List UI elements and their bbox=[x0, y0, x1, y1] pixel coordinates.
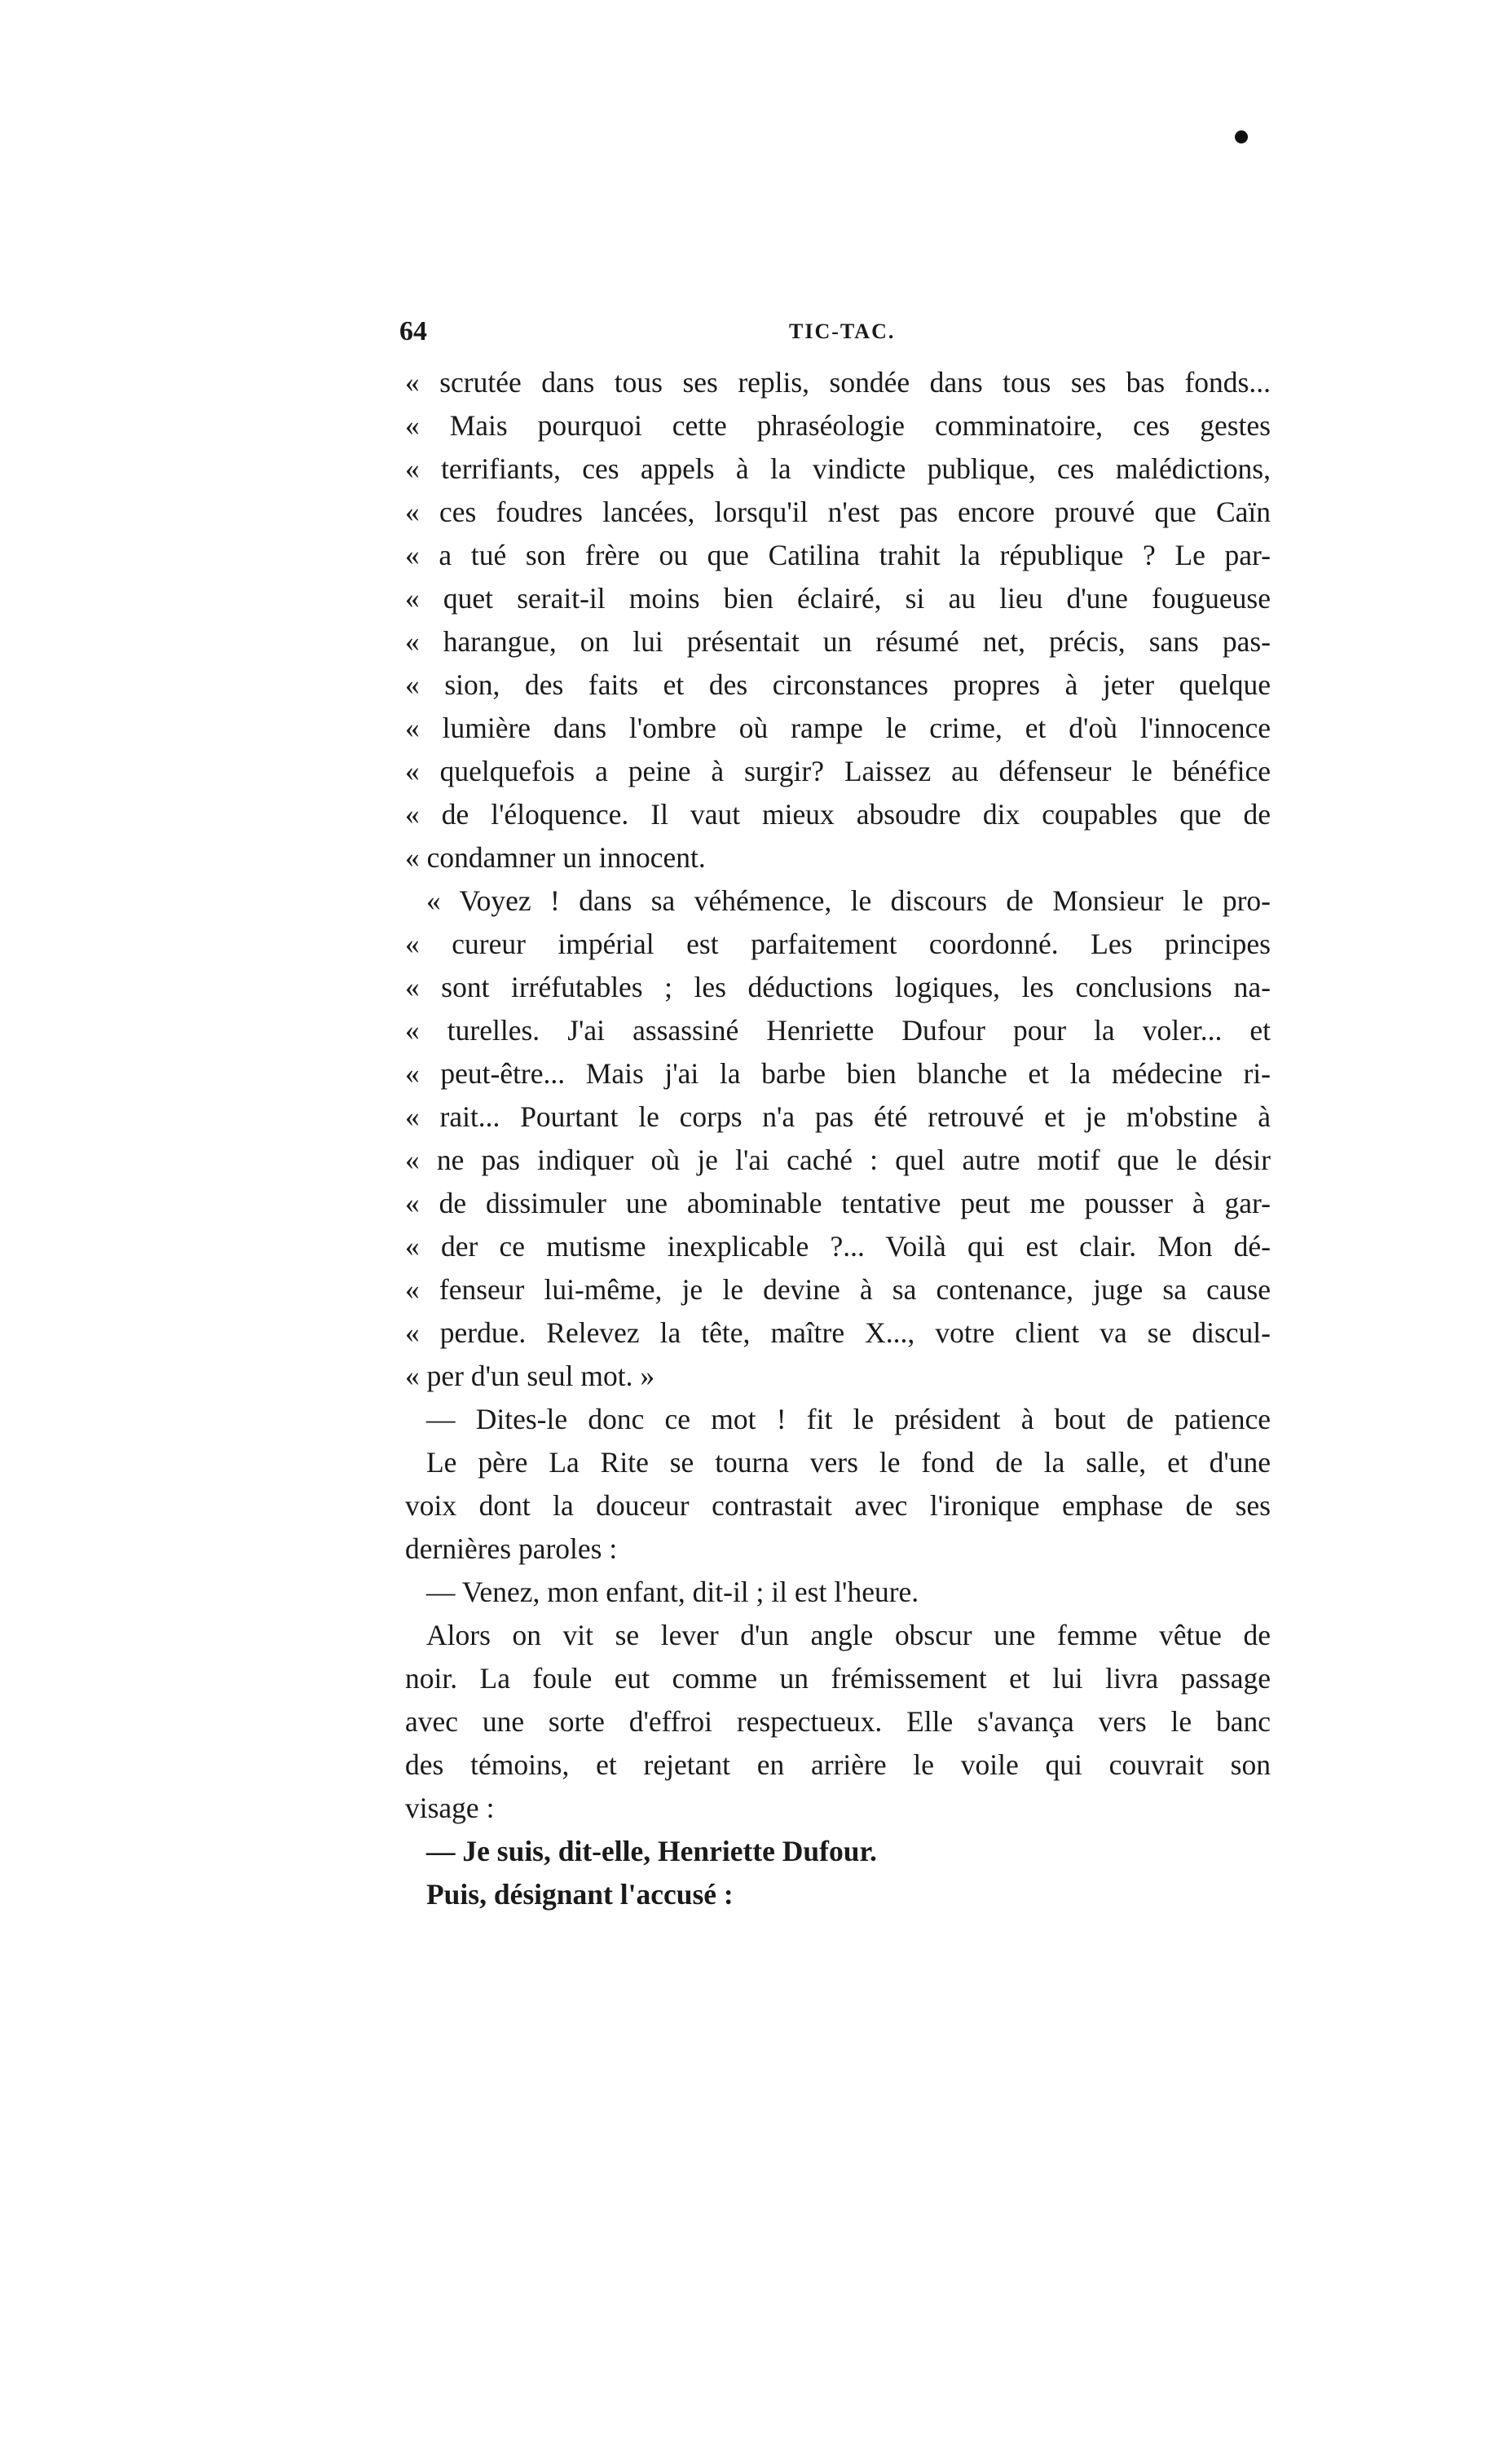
ink-dot bbox=[1235, 130, 1248, 143]
text-line: « a tué son frère ou que Catilina trahit la république ? Le par- bbox=[405, 539, 1271, 571]
text-line: noir. La foule eut comme un frémissement et lui livra passage bbox=[405, 1662, 1271, 1695]
text-line: « sont irréfutables ; les déductions logiques, les conclusions na- bbox=[405, 971, 1271, 1003]
text-line: — Dites-le donc ce mot ! fit le président à bout de patience bbox=[426, 1403, 1271, 1435]
text-line: « ces foudres lancées, lorsqu'il n'est pas encore prouvé que Caïn bbox=[405, 496, 1271, 528]
text-line: — Je suis, dit-elle, Henriette Dufour. bbox=[426, 1835, 877, 1867]
body-text bbox=[405, 361, 1271, 1916]
text-line: des témoins, et rejetant en arrière le voile qui couvrait son bbox=[405, 1748, 1271, 1781]
text-line: « peut-être... Mais j'ai la barbe bien blanche et la médecine ri- bbox=[405, 1057, 1271, 1090]
text-line: Le père La Rite se tourna vers le fond de la salle, et d'une bbox=[426, 1446, 1271, 1479]
text-line: « quet serait-il moins bien éclairé, si au lieu d'une fougueuse bbox=[405, 582, 1271, 615]
text-line: « de l'éloquence. Il vaut mieux absoudre dix coupables que de bbox=[405, 798, 1271, 831]
text-line: « sion, des faits et des circonstances propres à jeter quelque bbox=[405, 668, 1271, 701]
text-line: avec une sorte d'effroi respectueux. Elle s'avança vers le banc bbox=[405, 1705, 1271, 1738]
text-line: « rait... Pourtant le corps n'a pas été retrouvé et je m'obstine à bbox=[405, 1100, 1271, 1133]
text-line: « lumière dans l'ombre où rampe le crime, et d'où l'innocence bbox=[405, 712, 1271, 744]
text-line: « cureur impérial est parfaitement coordonné. Les principes bbox=[405, 928, 1271, 960]
text-line: « de dissimuler une abominable tentative peut me pousser à gar- bbox=[405, 1187, 1271, 1219]
text-line: « fenseur lui-même, je le devine à sa contenance, juge sa cause bbox=[405, 1273, 1271, 1306]
text-line: « quelquefois a peine à surgir? Laissez au défenseur le bénéfice bbox=[405, 755, 1271, 787]
text-line: « condamner un innocent. bbox=[405, 841, 706, 874]
text-line: « ne pas indiquer où je l'ai caché : quel autre motif que le désir bbox=[405, 1144, 1271, 1176]
running-head bbox=[399, 316, 1271, 357]
text-line: « harangue, on lui présentait un résumé net, précis, sans pas- bbox=[405, 625, 1271, 658]
text-line: dernières paroles : bbox=[405, 1532, 618, 1565]
text-line: « der ce mutisme inexplicable ?... Voilà qui est clair. Mon dé- bbox=[405, 1230, 1271, 1263]
text-line: — Venez, mon enfant, dit-il ; il est l'heure. bbox=[426, 1576, 919, 1608]
text-line: voix dont la douceur contrastait avec l'ironique emphase de ses bbox=[405, 1489, 1271, 1522]
running-title: TIC-TAC. bbox=[789, 320, 896, 343]
text-line: « turelles. J'ai assassiné Henriette Dufour pour la voler... et bbox=[405, 1014, 1271, 1047]
text-line: « terrifiants, ces appels à la vindicte publique, ces malédictions, bbox=[405, 452, 1271, 485]
text-line: « Mais pourquoi cette phraséologie comminatoire, ces gestes bbox=[405, 409, 1271, 442]
text-line: visage : bbox=[405, 1792, 495, 1824]
text-line: « Voyez ! dans sa véhémence, le discours de Monsieur le pro- bbox=[426, 884, 1271, 917]
text-line: « perdue. Relevez la tête, maître X..., votre client va se discul- bbox=[405, 1316, 1271, 1349]
text-line: « scrutée dans tous ses replis, sondée dans tous ses bas fonds... bbox=[405, 366, 1271, 399]
page-number: 64 bbox=[399, 316, 427, 346]
text-line: « per d'un seul mot. » bbox=[405, 1360, 655, 1392]
text-line: Puis, désignant l'accusé : bbox=[426, 1878, 734, 1911]
text-line: Alors on vit se lever d'un angle obscur une femme vêtue de bbox=[426, 1619, 1271, 1651]
